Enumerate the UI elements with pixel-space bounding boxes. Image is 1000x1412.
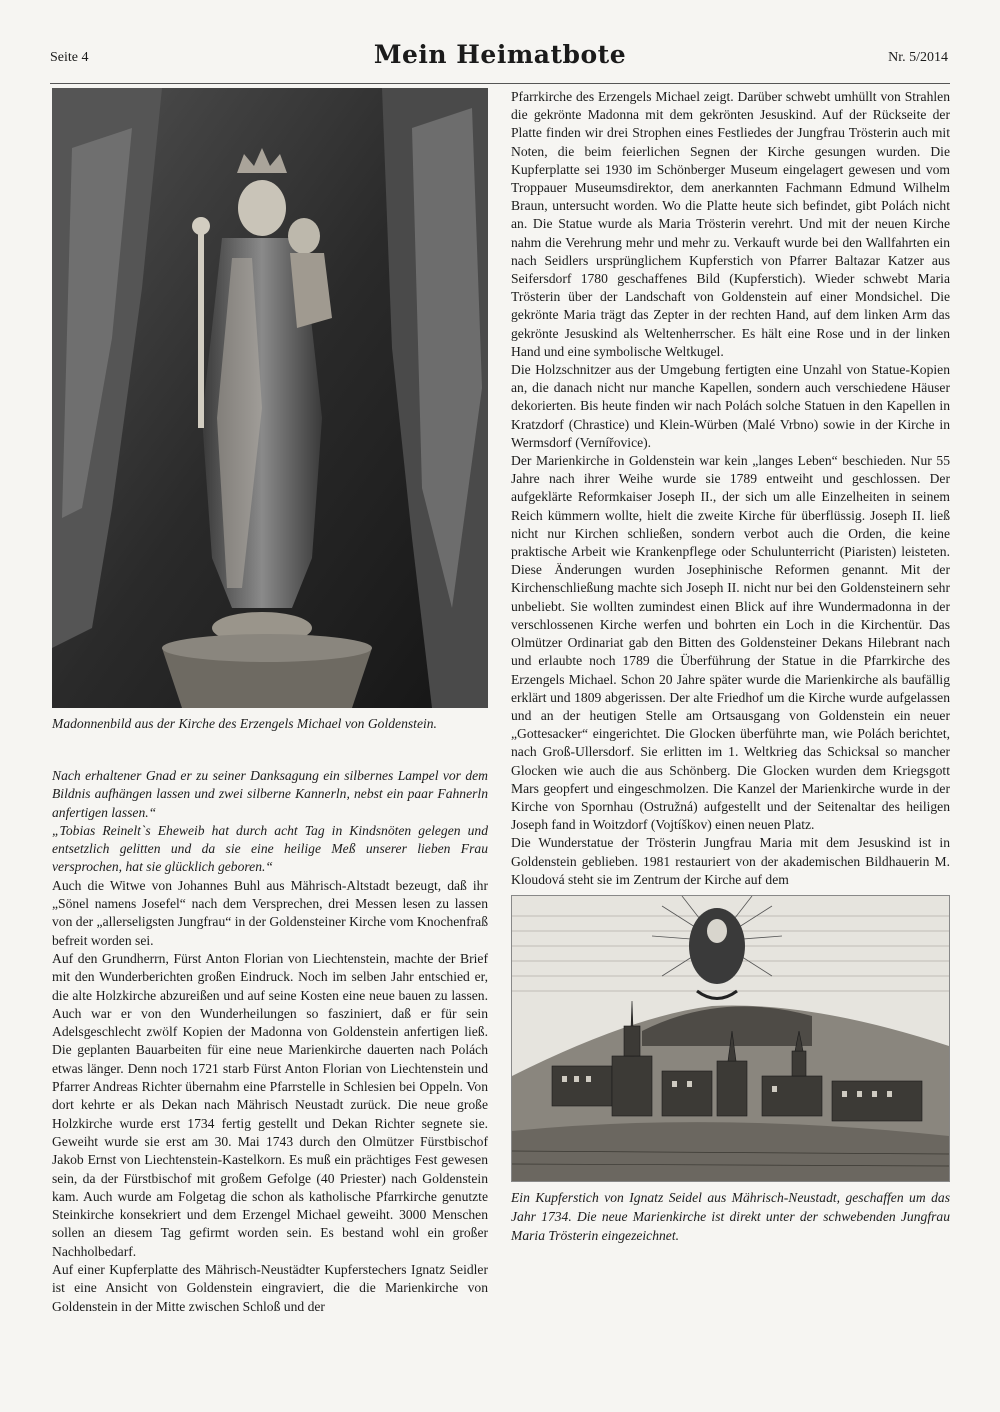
body-paragraph: Auf den Grundherrn, Fürst Anton Florian von Liechtenstein, machte der Brief mit den Wunderberichten großen Eindruck. Noch im selben Jahr entschied er, die alte Holzkirche abzureißen und auf seine Kosten eine neue bauen zu lassen. Auch war er von den Wunderheilungen so fasziniert, daß er für sein Adelsgeschlecht zwölf Kopien der Madonna von Goldenstein anfertigen ließ. Die geplanten Bauarbeiten für eine neue Marienkirche dauerten nach Polách etwas länger. Denn noch 1721 starb Fürst Anton Florian von Liechtenstein und Pfarrer Andreas Richter übernahm eine Pfarrstelle in Schlesien bei Oppeln. Von dort kehrte er als Dekan nach Mährisch Neustadt zurück. Die neue große Holzkirche wurde erst 1734 fertig gestellt und Dekan Richter segnete sie. Geweiht wurde sie erst am 30. Mai 1743 durch den Olmützer Fürstbischof Jakob Ernst von Liechtenstein-Kastelkorn. Es muß ein prächtiges Fest gewesen sein, da der Fürstbischof mit großem Gefolge (40 Priester) nach Goldenstein kam. Auch wurde am Folgetag die schon als katholische Pfarrkirche genutzte Steinkirche konsekriert und dem Erzengel Michael geweiht. 3000 Menschen sollen an diesem Tag gefirmt worden sein. Es bestand wohl ein großer Nachholbedarf. [52,950,488,1259]
body-paragraph: Pfarrkirche des Erzengels Michael zeigt. Darüber schwebt umhüllt von Strahlen die gekrönte Madonna mit dem gekrönten Jesuskind. Auf der Rückseite der Platte finden wir drei Strophen eines Festliedes der Jungfrau Trösterin auch mit Noten, die beim feierlichen Segnen der Kirche gesungen wurden. Die Kupferplatte sei 1930 im Schönberger Museum eingelagert gewesen und vom Troppauer Museumsdirektor, dem anerkannten Fachmann Edmund Wilhelm Braun, untersucht worden. Wo die Platte heute sich befindet, gibt Polách nicht an. Die Statue wurde als Maria Trösterin verehrt. Und mit der neuen Kirche nahm die Verehrung mehr und mehr zu. Verkauft wurde bei den Wallfahrten ein nach Seidlers ursprünglichem Kupferstich von Pfarrer Baltazar Katzer aus Seifersdorf 1780 geschaffenes Bild (Kupferstich). Wieder schwebt Maria Trösterin über der Landschaft von Goldenstein auf einer Mondsichel. Die gekrönte Maria trägt das Zepter in der rechten Hand, auf dem linken Arm das gekrönte Jesuskind als Weltenherrscher. Es hält eine Rose und in der linken Hand und eine symbolische Weltkugel. [511,89,950,359]
photo-caption: Madonnenbild aus der Kirche des Erzengels Michael von Goldenstein. [52,716,437,731]
copper-engraving-illustration [512,896,949,1181]
engraving-caption: Ein Kupferstich von Ignatz Seidel aus Mährisch-Neustadt, geschaffen um das Jahr 1734. Die neue Marienkirche ist direkt unter der schwebenden Jungfrau Maria Trösterin eingezeichnet. [511,1189,950,1243]
body-paragraph: Auf einer Kupferplatte des Mährisch-Neustädter Kupferstechers Ignatz Seidler ist eine Ansicht von Goldenstein eingraviert, die die Marienkirche von Goldenstein in der Mitte zwischen Schloß und der [52,1262,488,1314]
masthead-title: Mein Heimatbote [373,40,627,69]
page-header [50,40,950,80]
right-body [511,88,950,889]
header-rule [50,83,950,84]
body-paragraph: Die Holzschnitzer aus der Umgebung fertigten eine Unzahl von Statue-Kopien an, die danach nicht nur manche Kapellen, sondern auch verschiedene Häuser dekorierten. Bis heute finden wir nach Polách solche Statuen in den Kapellen in Kratzdorf (Chrastice) und Klein-Würben (Malé Vrbno) sowie in der Kirche in Wermsdorf (Vernířovice). [511,362,950,450]
quote-block [52,767,488,877]
madonna-photo-illustration [52,88,488,708]
quote-paragraph: „Tobias Reinelt`s Eheweib hat durch acht Tag in Kindsnöten gelegen und entsetzlich gelitten und da sie eine heilige Meß unserer lieben Frau versprochen, hat sie glücklich geboren.“ [52,822,488,875]
madonna-photo [52,88,488,708]
issue-number: Nr. 5/2014 [888,50,948,65]
body-paragraph: Auch die Witwe von Johannes Buhl aus Mährisch-Altstadt bezeugt, daß ihr „Sönel namens Josefel“ nach dem Versprechen, drei Messen lesen zu lassen von der „allerseligsten Jungfrau“ in der Goldensteiner Kirche vom Knochenfraß befreit worden sei. [52,877,488,948]
body-paragraph: Der Marienkirche in Goldenstein war kein „langes Leben“ beschieden. Nur 55 Jahre nach ihrer Weihe wurde sie 1789 entweiht und geschlossen. Der aufgeklärte Reformkaiser Joseph II., der sich um alle Einzelheiten in seinem Reich kümmern wollte, hielt die zweite Kirche für überflüssig. Joseph II. ließ nicht nur Kirchen schließen, sondern verbot auch die Orden, die keine praktische Arbeit wie Krankenpflege oder Schulunterricht (Piaristen) leisteten. Diese Änderungen wurden Josephinische Reformen genannt. Mit der Kirchenschließung machte sich Joseph II. nicht nur bei den Goldensteinern sehr unbeliebt. Sie wollten zumindest einen Blick auf ihre Wundermadonna in der verschlossenen Kirche werfen und bohrten ein Loch in die Kirchentür. Das Olmützer Ordinariat gab den Bitten des Goldensteiner Dekans Hilebrant nach und erlaubte noch 1789 die Überführung der Statue in die Pfarrkirche des Erzengels Michael. Schon 20 Jahre später wurde die Marienkirche als baufällig erklärt und 1809 abgerissen. Der alte Friedhof um die Kirche wurde aufgelassen und an der heutigen Stelle am Ortsausgang von Goldenstein ein neuer „Gottesacker“ eingerichtet. Die Glocken überführte man, wie Polách berichtet, nach Groß-Ullersdorf. Sie erlitten im 1. Weltkrieg das Schicksal so mancher Glocken wie auch die aus Schönberg. Die Glocken wurden dem Kriegsgott Mars geopfert und eingeschmolzen. Die Kanzel der Marienkirche wurde in der Kirche von Spornhau (Ostružná) aufgestellt und der Seitenaltar des heiligen Joseph fand in Woitzdorf (Vojtíškov) einen neuen Platz. [511,453,950,833]
page-number: Seite 4 [50,50,89,65]
copper-engraving [511,895,950,1182]
body-paragraph: Die Wunderstatue der Trösterin Jungfrau Maria mit dem Jesuskind ist in Goldenstein geblieben. 1981 restauriert von der akademischen Bildhauerin M. Kloudová steht sie im Zentrum der Kirche auf dem [511,835,950,887]
left-column [52,88,488,1316]
quote-paragraph: Nach erhaltener Gnad er zu seiner Danksagung ein silbernes Lampel vor dem Bildnis aufhängen lassen und zwei silberne Kannerln, nebst ein paar Fahnerln anfertigen lassen.“ [52,768,488,820]
left-body [52,877,488,1316]
right-column [511,88,950,1245]
